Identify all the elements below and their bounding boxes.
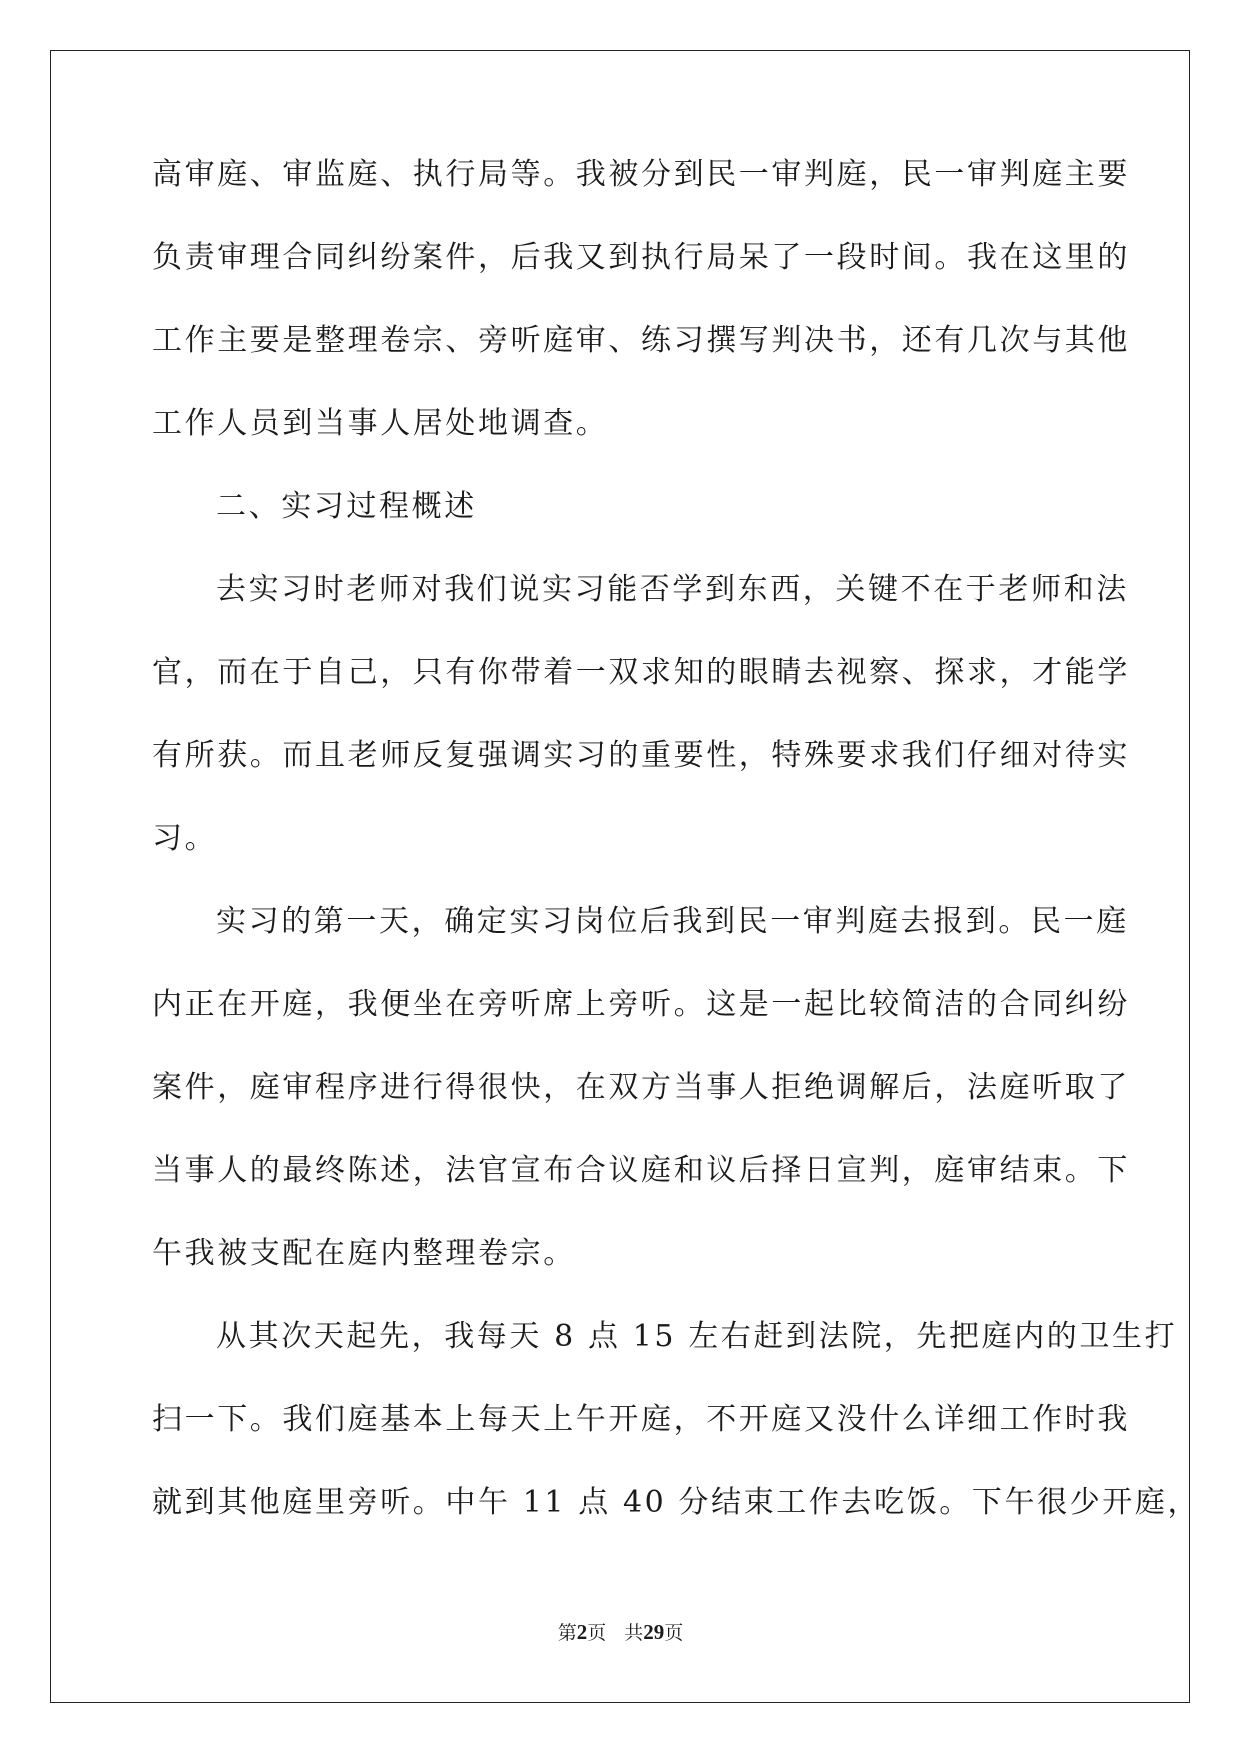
text-line: 扫一下。我们庭基本上每天上午开庭，不开庭又没什么详细工作时我 [152, 1402, 1130, 1437]
text-line: 从其次天起先，我每天 8 点 15 左右赶到法院，先把庭内的卫生打 [216, 1319, 1178, 1354]
footer-total-pages: 29 [643, 1620, 665, 1644]
footer-total-suffix: 页 [664, 1622, 684, 1644]
text-line: 工作主要是整理卷宗、旁听庭审、练习撰写判决书，还有几次与其他 [152, 323, 1130, 358]
text-line: 午我被支配在庭内整理卷宗。 [152, 1236, 576, 1271]
text-line: 内正在开庭，我便坐在旁听席上旁听。这是一起比较简洁的合同纠纷 [152, 987, 1130, 1022]
text-line: 工作人员到当事人居处地调查。 [152, 406, 609, 441]
text-line: 有所获。而且老师反复强调实习的重要性，特殊要求我们仔细对待实 [152, 738, 1130, 773]
text-line: 当事人的最终陈述，法官宣布合议庭和议后择日宣判，庭审结束。下 [152, 1153, 1130, 1188]
text-line: 负责审理合同纠纷案件，后我又到执行局呆了一段时间。我在这里的 [152, 240, 1130, 275]
text-line: 官，而在于自己，只有你带着一双求知的眼睛去视察、探求，才能学 [152, 655, 1130, 690]
footer-total-prefix: 共 [624, 1622, 644, 1644]
text-line: 去实习时老师对我们说实习能否学到东西，关键不在于老师和法 [216, 572, 1129, 607]
text-line: 高审庭、审监庭、执行局等。我被分到民一审判庭，民一审判庭主要 [152, 157, 1130, 192]
text-line: 就到其他庭里旁听。中午 11 点 40 分结束工作去吃饭。下午很少开庭， [152, 1485, 1201, 1520]
footer-page-number: 2 [576, 1620, 588, 1644]
text-line: 案件，庭审程序进行得很快，在双方当事人拒绝调解后，法庭听取了 [152, 1070, 1130, 1105]
footer-page-suffix: 页 [587, 1622, 607, 1644]
text-line: 实习的第一天，确定实习岗位后我到民一审判庭去报到。民一庭 [216, 904, 1129, 939]
text-line: 二、实习过程概述 [216, 489, 477, 524]
footer-page-prefix: 第 [557, 1622, 577, 1644]
text-line: 习。 [152, 821, 218, 856]
page-footer [0, 1618, 1241, 1645]
document-body [152, 157, 1201, 1569]
